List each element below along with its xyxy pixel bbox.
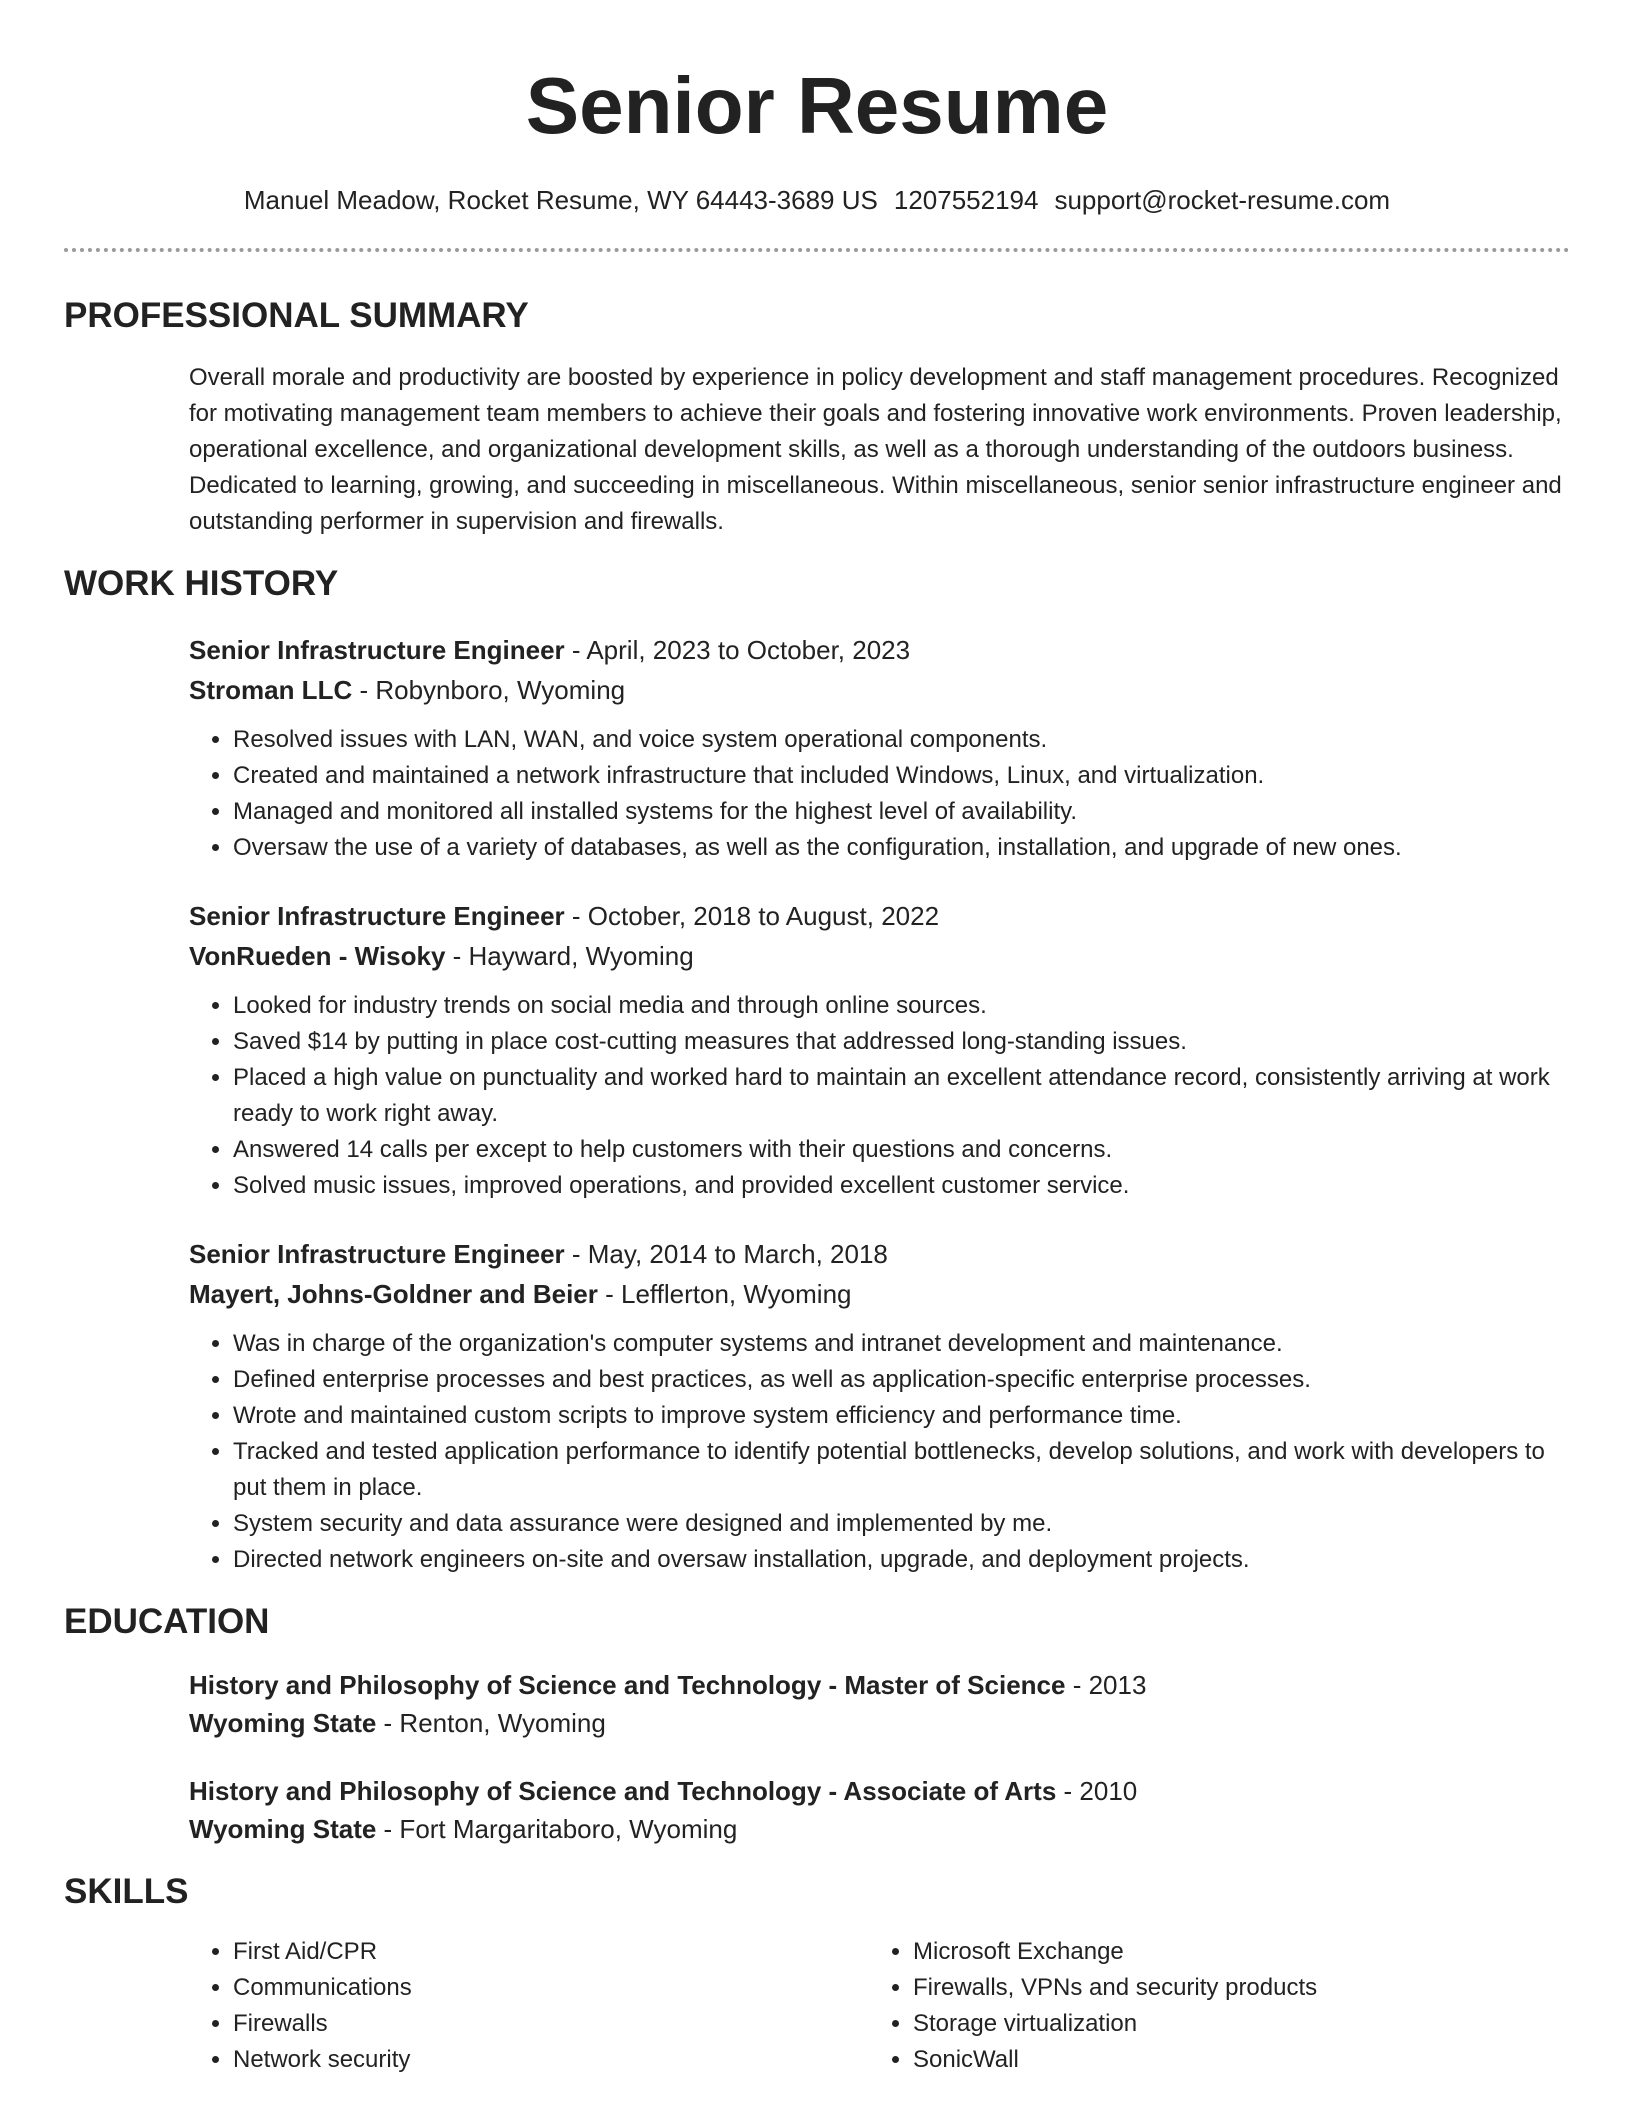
work-history-section bbox=[64, 562, 1570, 1578]
skills-section bbox=[64, 1870, 1570, 2078]
job-bullet: • Solved music issues, improved operations, and provided excellent customer service. bbox=[233, 1168, 1570, 1204]
job-bullet: • Was in charge of the organization's computer systems and intranet development and maintenance. bbox=[233, 1326, 1570, 1362]
job-bullet: • Tracked and tested application performance to identify potential bottlenecks, develop solutions, and work with developers to put them in place. bbox=[233, 1434, 1570, 1506]
job-bullet: • Wrote and maintained custom scripts to improve system efficiency and performance time. bbox=[233, 1398, 1570, 1434]
job-bullets bbox=[189, 1326, 1570, 1578]
job-bullet: • Oversaw the use of a variety of databases, as well as the configuration, installation, and upgrade of new ones. bbox=[233, 830, 1570, 866]
summary-section bbox=[64, 294, 1570, 540]
contact-email[interactable]: support@rocket-resume.com bbox=[1054, 185, 1391, 215]
job-company-line bbox=[189, 670, 1570, 710]
skill-item: • Network security bbox=[233, 2042, 869, 2078]
skills-column-right bbox=[869, 1934, 1549, 2078]
job-title-line bbox=[189, 896, 1570, 936]
education-school: Wyoming State bbox=[189, 1708, 377, 1738]
job-location: - Lefflerton, Wyoming bbox=[597, 1279, 852, 1309]
resume-page bbox=[64, 0, 1570, 2078]
education-section bbox=[64, 1600, 1570, 1848]
contact-address: Manuel Meadow, Rocket Resume, WY 64443-3689 US bbox=[243, 185, 878, 215]
job-title: Senior Infrastructure Engineer bbox=[189, 1239, 565, 1269]
education-year: - 2010 bbox=[1056, 1776, 1138, 1806]
skill-item: • SonicWall bbox=[913, 2042, 1549, 2078]
education-location: - Renton, Wyoming bbox=[376, 1708, 606, 1738]
job-bullet: • Saved $14 by putting in place cost-cutting measures that addressed long-standing issues. bbox=[233, 1024, 1570, 1060]
job-bullets bbox=[189, 722, 1570, 866]
education-school: Wyoming State bbox=[189, 1814, 377, 1844]
job-entry bbox=[189, 630, 1570, 866]
education-school-line bbox=[189, 1704, 1570, 1742]
skill-item: • First Aid/CPR bbox=[233, 1934, 869, 1970]
education-heading: EDUCATION bbox=[64, 1602, 270, 1641]
job-company: VonRueden - Wisoky bbox=[189, 941, 446, 971]
job-bullet: • Resolved issues with LAN, WAN, and voice system operational components. bbox=[233, 722, 1570, 758]
skill-item: • Firewalls, VPNs and security products bbox=[913, 1970, 1549, 2006]
job-title-line bbox=[189, 1234, 1570, 1274]
job-company-line bbox=[189, 936, 1570, 976]
job-company-line bbox=[189, 1274, 1570, 1314]
education-degree-line bbox=[189, 1772, 1570, 1810]
job-dates: - October, 2018 to August, 2022 bbox=[564, 901, 940, 931]
resume-title: Senior Resume bbox=[525, 61, 1109, 150]
education-year: - 2013 bbox=[1065, 1670, 1147, 1700]
education-degree: History and Philosophy of Science and Technology - Master of Science bbox=[189, 1670, 1066, 1700]
education-location: - Fort Margaritaboro, Wyoming bbox=[376, 1814, 738, 1844]
job-bullet: • System security and data assurance were designed and implemented by me. bbox=[233, 1506, 1570, 1542]
education-degree-line bbox=[189, 1666, 1570, 1704]
summary-text: Overall morale and productivity are boosted by experience in policy development and staff management procedures. Recognized for motivating management team members to achieve their goals and fostering innovative work environments. Proven leadership, operational excellence, and organizational development skills, as well as a thorough understanding of the outdoors business. Dedicated to learning, growing, and succeeding in miscellaneous. Within miscellaneous, senior senior infrastructure engineer and outstanding performer in supervision and firewalls. bbox=[189, 364, 1562, 535]
skills-columns bbox=[189, 1934, 1570, 2078]
job-bullet: • Defined enterprise processes and best practices, as well as application-specific enterprise processes. bbox=[233, 1362, 1570, 1398]
summary-heading: PROFESSIONAL SUMMARY bbox=[64, 296, 529, 335]
work-history-heading: WORK HISTORY bbox=[64, 564, 339, 603]
job-dates: - April, 2023 to October, 2023 bbox=[564, 635, 911, 665]
education-degree: History and Philosophy of Science and Technology - Associate of Arts bbox=[189, 1776, 1057, 1806]
education-entry bbox=[189, 1772, 1570, 1848]
job-company: Stroman LLC bbox=[189, 675, 353, 705]
job-dates: - May, 2014 to March, 2018 bbox=[564, 1239, 888, 1269]
job-bullet: • Directed network engineers on-site and oversaw installation, upgrade, and deployment projects. bbox=[233, 1542, 1570, 1578]
job-title-line bbox=[189, 630, 1570, 670]
job-location: - Hayward, Wyoming bbox=[445, 941, 694, 971]
skill-item: • Firewalls bbox=[233, 2006, 869, 2042]
job-company: Mayert, Johns-Goldner and Beier bbox=[189, 1279, 598, 1309]
education-entry bbox=[189, 1666, 1570, 1742]
job-bullet: • Created and maintained a network infrastructure that included Windows, Linux, and virtualization. bbox=[233, 758, 1570, 794]
job-bullet: • Placed a high value on punctuality and worked hard to maintain an excellent attendance record, consistently arriving at work ready to work right away. bbox=[233, 1060, 1570, 1132]
job-entry bbox=[189, 1234, 1570, 1578]
job-bullet: • Answered 14 calls per except to help customers with their questions and concerns. bbox=[233, 1132, 1570, 1168]
job-entry bbox=[189, 896, 1570, 1204]
skill-item: • Microsoft Exchange bbox=[913, 1934, 1549, 1970]
job-title: Senior Infrastructure Engineer bbox=[189, 901, 565, 931]
education-school-line bbox=[189, 1810, 1570, 1848]
contact-line bbox=[64, 182, 1570, 218]
header-divider bbox=[64, 248, 1570, 252]
skills-heading: SKILLS bbox=[64, 1872, 189, 1911]
skill-item: • Storage virtualization bbox=[913, 2006, 1549, 2042]
job-bullet: • Managed and monitored all installed systems for the highest level of availability. bbox=[233, 794, 1570, 830]
job-bullet: • Looked for industry trends on social media and through online sources. bbox=[233, 988, 1570, 1024]
job-bullets bbox=[189, 988, 1570, 1204]
contact-phone: 1207552194 bbox=[893, 185, 1039, 215]
job-location: - Robynboro, Wyoming bbox=[352, 675, 626, 705]
skills-column-left bbox=[189, 1934, 869, 2078]
skill-item: • Communications bbox=[233, 1970, 869, 2006]
job-title: Senior Infrastructure Engineer bbox=[189, 635, 565, 665]
